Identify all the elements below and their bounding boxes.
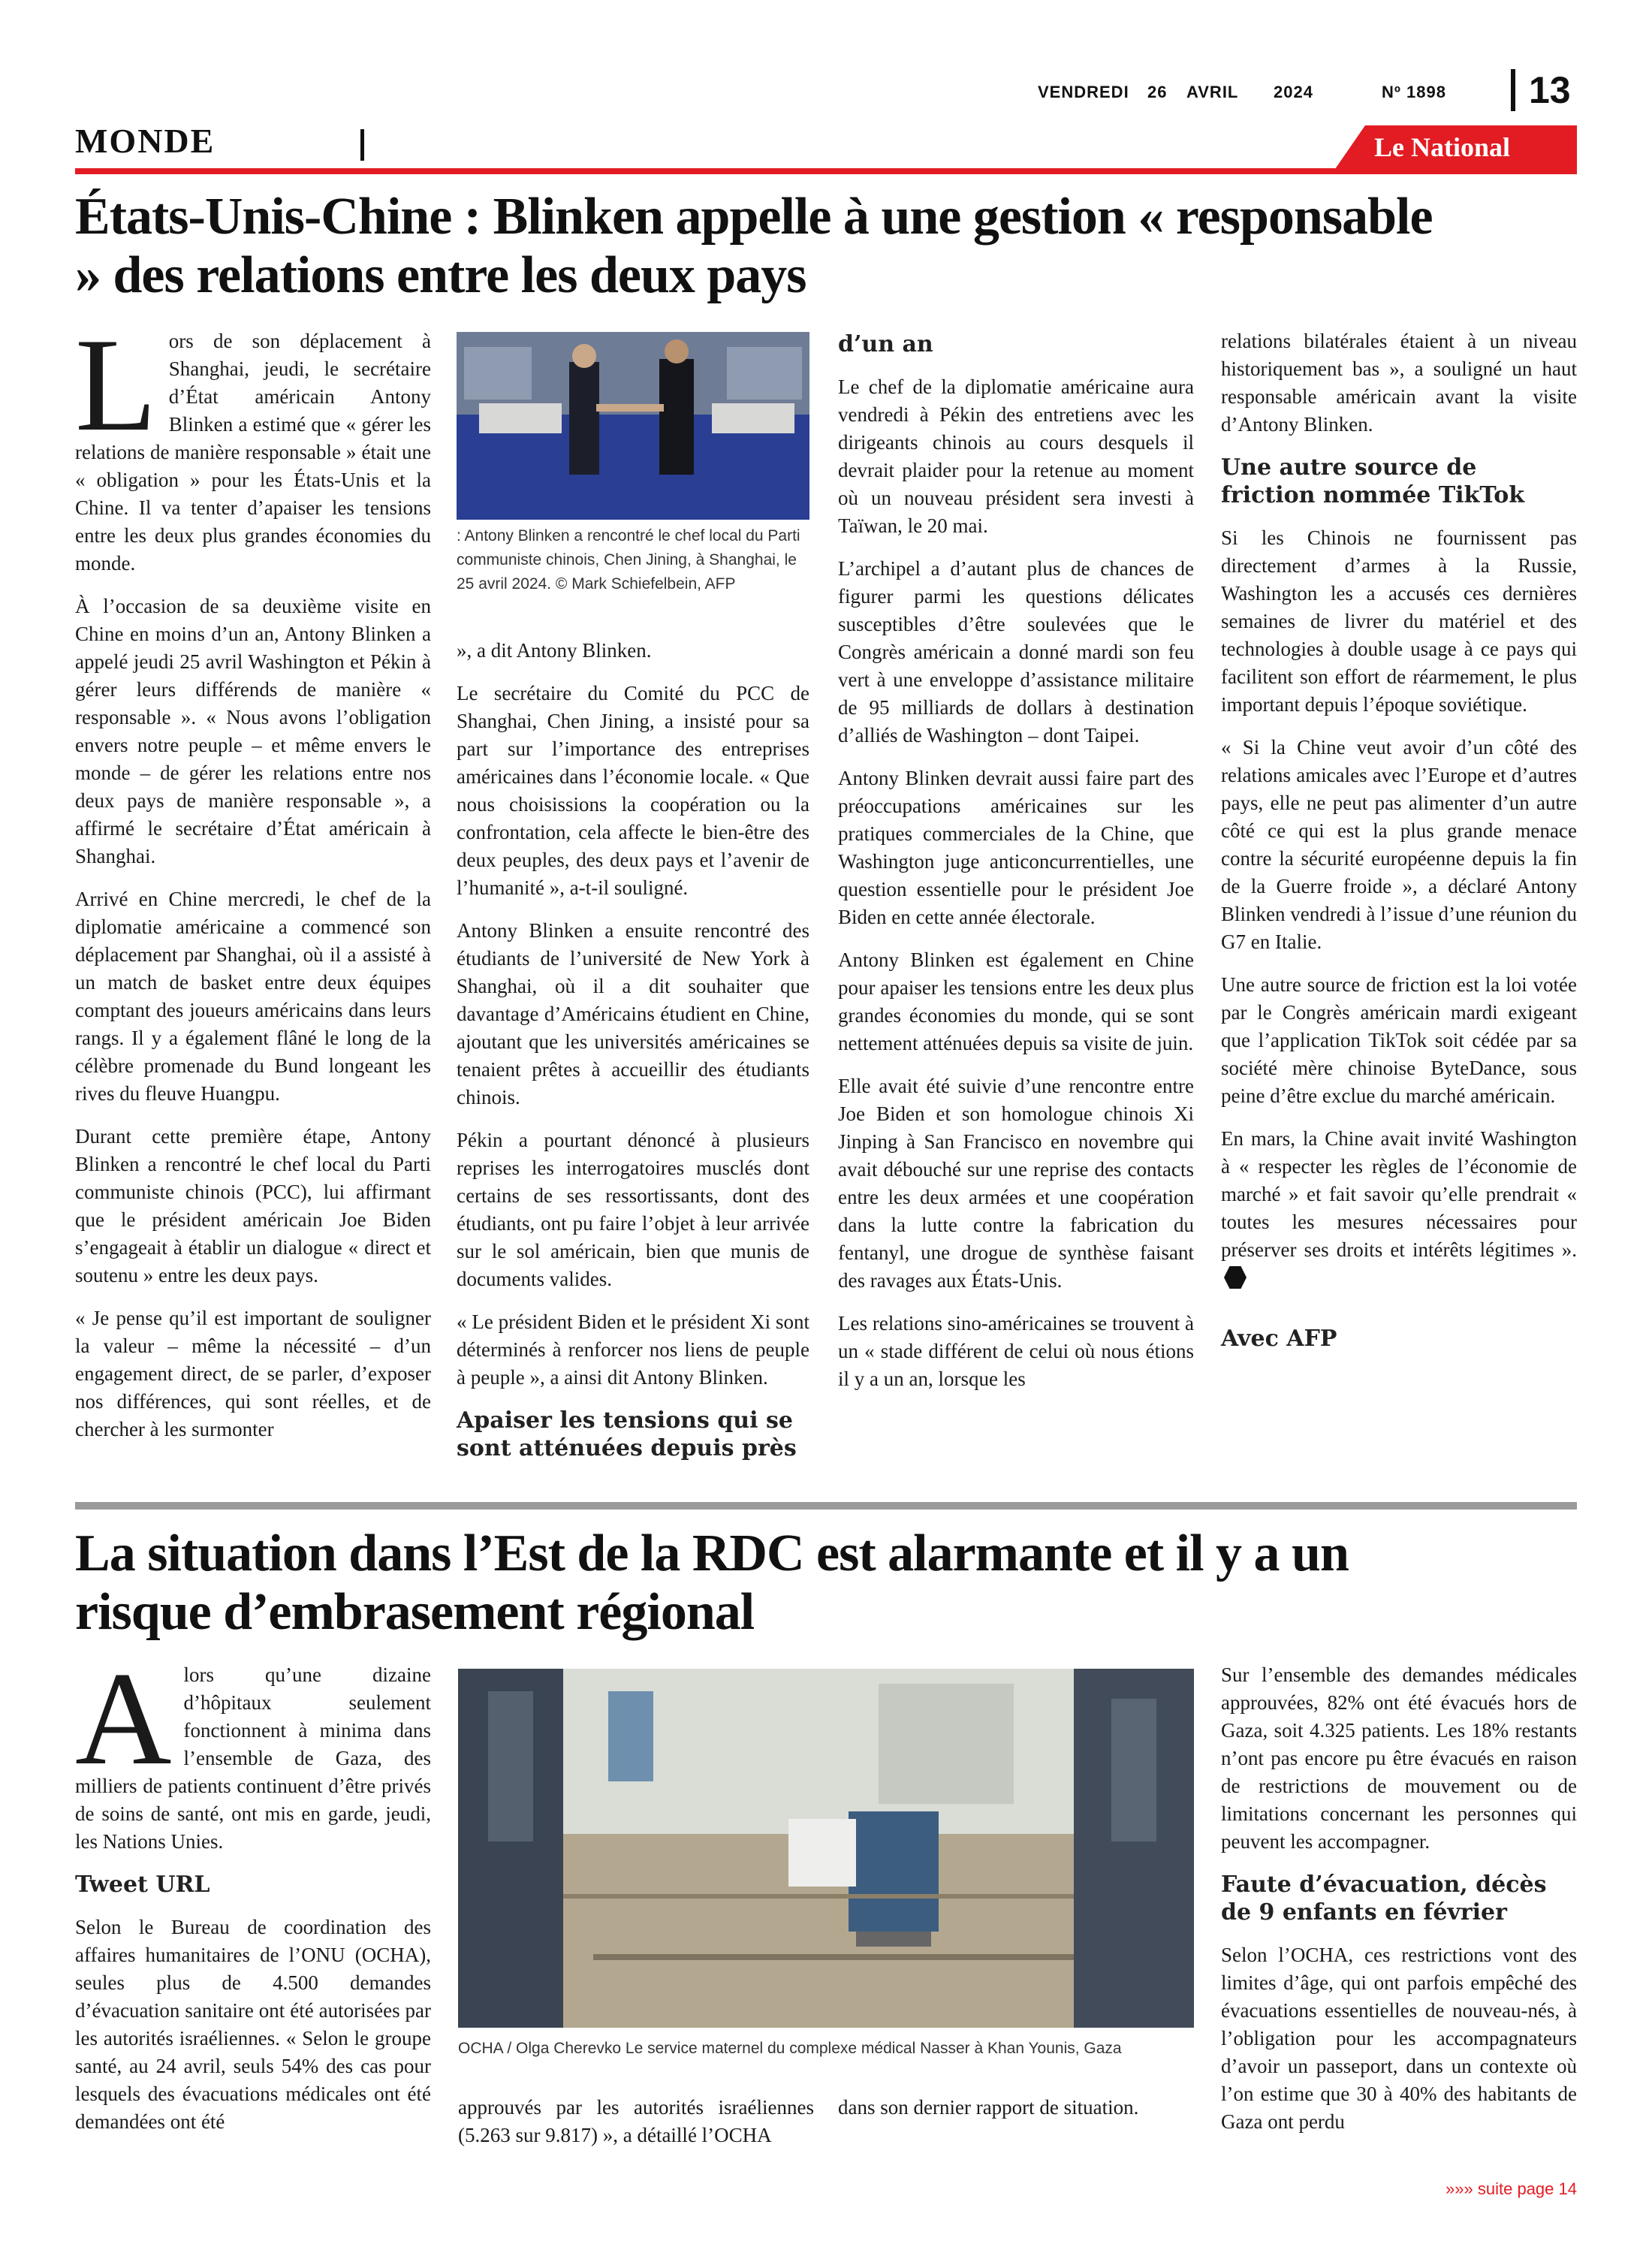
article1-dropcap: L [75, 310, 157, 459]
article1-photo [457, 332, 809, 520]
article2-headline-line2: risque d’embrasement régional [75, 1583, 755, 1641]
article2-column-1 [75, 1644, 431, 2151]
article2-headline-line1: La situation dans l’Est de la RDC est alarmante et il y a un [75, 1525, 1349, 1582]
page-number: 13 [1529, 69, 1571, 111]
issue-date-number: 26 [1147, 83, 1168, 101]
article2-paragraph: Sur l’ensemble des demandes médicales approuvées, 82% ont été évacués hors de Gaza, soit 4.325 patients. Les 18% restants n’ont pas encore pu être évacués en raison de restrictions de mouvement ou de limitations concernant les personnes qui peuvent les accompagner. [1221, 1663, 1577, 1853]
hospital-photo-illustration [458, 1669, 1194, 2028]
article2-dropcap: A [75, 1644, 172, 1793]
article1-column-4 [1221, 327, 1577, 1368]
article-separator [75, 1502, 1577, 1510]
article2-column-2 [458, 2094, 814, 2164]
article1-paragraph: Arrivé en Chine mercredi, le chef de la diplomatie américaine a commencé son déplacement par Shanghai, où il a assisté à un match de basket entre deux équipes comptant des joueurs américains dans leurs rangs. Il y a également flâné le long de la célèbre promenade du Bund longeant les rives du fleuve Huangpu. [75, 888, 431, 1105]
article1-paragraph: relations bilatérales étaient à un niveau historiquement bas », a souligné un haut responsable américain avant la visite d’Antony Blinken. [1221, 330, 1577, 436]
article2-paragraph: Selon le Bureau de coordination des affaires humanitaires de l’ONU (OCHA), seules plus de 4.500 demandes d’évacuation sanitaire ont été autorisées par les autorités israéliennes. « Selon le groupe santé, au 24 avril, seuls 54% des cas pour lesquels des évacuations médicales ont été demandées ont été [75, 1916, 431, 2133]
section-divider [360, 129, 364, 161]
article1-headline-line1: États-Unis-Chine : Blinken appelle à une gestion « responsable [75, 188, 1433, 246]
article2-paragraph: approuvés par les autorités israéliennes (5.263 sur 9.817) », a détaillé l’OCHA [458, 2096, 814, 2146]
article1-headline [75, 188, 1592, 305]
article2-subheading: Faute d’évacuation, décès de 9 enfants en février [1221, 1871, 1547, 1926]
issue-month: AVRIL [1186, 83, 1239, 101]
brand-name: Le National [1374, 132, 1511, 162]
article1-column-2 [457, 637, 809, 1477]
article1-subheading-continued: d’un an [838, 331, 933, 357]
article1-paragraph: L’archipel a d’autant plus de chances de figurer parmi les questions délicates susceptibles d’être soulevées que le Congrès américain a donné mardi son feu vert à une enveloppe d’assistance militaire de 95 milliards de dollars à destination d’alliés de Washington – dont Taipei. [838, 557, 1194, 746]
article1-photo-caption: : Antony Blinken a rencontré le chef local du Parti communiste chinois, Chen Jining, à Shanghai, le 25 avril 2024. © Mark Schiefelbein, AFP [457, 527, 800, 593]
article1-paragraph: Antony Blinken devrait aussi faire part des préoccupations américaines sur les pratiques commerciales de la Chine, que Washington juge anticoncurrentielles, une question essentielle pour le président Joe Biden en cette année électorale. [838, 767, 1194, 928]
article1-subheading: Une autre source de friction nommée TikTok [1221, 454, 1525, 508]
article1-paragraph: « Le président Biden et le président Xi sont déterminés à renforcer nos liens de peuple à peuple », a ainsi dit Antony Blinken. [457, 1310, 809, 1389]
article2-subheading: Tweet URL [75, 1871, 210, 1898]
article1-paragraph: Durant cette première étape, Antony Blinken a rencontré le chef local du Parti communiste chinois (PCC), lui affirmant que le président américain Joe Biden s’engageait à établir un dialogue « direct et soutenu » entre les deux pays. [75, 1125, 431, 1286]
article1-paragraph: Les relations sino-américaines se trouvent à un « stade différent de celui où nous étions il y a un an, lorsque les [838, 1312, 1194, 1390]
issue-number: Nº 1898 [1382, 83, 1446, 101]
header-rule [75, 168, 1577, 174]
issue-day: VENDREDI [1038, 83, 1129, 101]
article1-lead: ors de son déplacement à Shanghai, jeudi, le secrétaire d’État américain Antony Blinken a estimé que « gérer les relations de manière responsable » était une « obligation » pour les États-Unis et la Chine. Il va tenter d’apaiser les tensions entre les deux plus grandes économies du monde. [75, 330, 431, 575]
article2-column-3 [838, 2094, 1194, 2137]
header-divider [1511, 69, 1515, 111]
article1-paragraph: Antony Blinken a ensuite rencontré des étudiants de l’université de New York à Shanghai, où il a dit souhaiter que davantage d’Américains étudient en Chine, ajoutant que les universités américaines se tenaient prêtes à accueillir des étudiants chinois. [457, 919, 809, 1108]
article1-credit: Avec AFP [1221, 1326, 1337, 1352]
article1-column-3 [838, 330, 1194, 1408]
article1-paragraph: « Si la Chine veut avoir d’un côté des relations amicales avec l’Europe et d’autres pays, elle ne peut pas alimenter d’un autre côté ce qui est la plus grande menace contre la sécurité européenne depuis la fin de la Guerre froide », a déclaré Antony Blinken vendredi à l’issue d’une réunion du G7 en Italie. [1221, 736, 1577, 953]
article1-paragraph: Antony Blinken est également en Chine pour apaiser les tensions entre les deux plus grandes économies du monde, qui se sont nettement atténuées depuis sa visite de juin. [838, 949, 1194, 1054]
article2-photo [458, 1669, 1194, 2028]
section-title: MONDE [75, 122, 216, 160]
end-mark-icon [1224, 1266, 1247, 1289]
article2-photo-caption: OCHA / Olga Cherevko Le service maternel du complexe médical Nasser à Khan Younis, Gaza [458, 2040, 1122, 2057]
article2-headline [75, 1525, 1592, 1642]
article1-paragraph: En mars, la Chine avait invité Washington à « respecter les règles de l’économie de marché » et fait savoir qu’elle prendrait « toutes les mesures nécessaires pour préserver ses droits et intérêts légitimes ». [1221, 1127, 1577, 1261]
article1-paragraph: À l’occasion de sa deuxième visite en Chine en moins d’un an, Antony Blinken a appelé jeudi 25 avril Washington et Pékin à gérer leurs différends de manière « responsable ». « Nous avons l’obligation envers notre peuple – et même envers le monde – de gérer les relations entre nos deux pays de manière responsable », a affirmé le secrétaire d’État américain à Shanghai. [75, 595, 431, 867]
article1-paragraph: Si les Chinois ne fournissent pas directement d’armes à la Russie, Washington les a accusés ces dernières semaines de livrer du matériel et des technologies à double usage à ce pays qui facilitent son effort de réarmement, le plus important depuis l’époque soviétique. [1221, 526, 1577, 716]
article1-subheading: Apaiser les tensions qui se sont atténuées depuis près [457, 1407, 797, 1461]
issue-year: 2024 [1274, 83, 1313, 101]
article1-column-1 [75, 310, 431, 1458]
article2-lead: lors qu’une dizaine d’hôpitaux seulement fonctionnent à minima dans l’ensemble de Gaza, des milliers de patients continuent d’être privés de soins de santé, ont mis en garde, jeudi, les Nations Unies. [75, 1663, 431, 1853]
article1-paragraph: « Je pense qu’il est important de souligner la valeur – même la nécessité – d’un engagement direct, de se parler, d’exposer nos différences, qui sont réelles, et de chercher à les surmonter [75, 1307, 431, 1440]
article2-paragraph: dans son dernier rapport de situation. [838, 2096, 1139, 2119]
article2-column-4 [1221, 1661, 1577, 2151]
article1-paragraph: Le chef de la diplomatie américaine aura vendredi à Pékin des entretiens avec les dirigeants chinois au cours desquels il devrait plaider pour la retenue au moment où un nouveau président sera investi à Taïwan, le 20 mai. [838, 376, 1194, 537]
handshake-photo-illustration [457, 332, 809, 520]
article1-paragraph: », a dit Antony Blinken. [457, 639, 652, 662]
article1-paragraph: Elle avait été suivie d’une rencontre entre Joe Biden et son homologue chinois Xi Jinping à San Francisco en novembre qui avait débouché sur une reprise des contacts entre les deux armées et une coopération dans la lutte contre la fabrication du fentanyl, une drogue de synthèse faisant des ravages aux États-Unis. [838, 1075, 1194, 1292]
article1-paragraph: Pékin a pourtant dénoncé à plusieurs reprises les interrogatoires musclés dont certains de ses ressortissants, dont des étudiants, ont pu faire l’objet à leur arrivée sur le sol américain, bien que munis de documents valides. [457, 1129, 809, 1290]
article1-paragraph: Une autre source de friction est la loi votée par le Congrès américain mardi exigeant que l’application TikTok soit cédée par sa société mère chinoise ByteDance, sous peine d’être exclue du marché américain. [1221, 973, 1577, 1107]
article1-paragraph: Le secrétaire du Comité du PCC de Shanghai, Chen Jining, a insisté pour sa part sur l’importance des entreprises américaines dans l’économie locale. « Que nous choisissions la coopération ou la confrontation, cela affecte le bien-être des deux peuples, des deux pays et l’avenir de l’humanité », a-t-il souligné. [457, 682, 809, 899]
article2-paragraph: Selon l’OCHA, ces restrictions vont des limites d’âge, qui ont parfois empêché des évacuations essentielles de nouveau-nés, à l’obligation pour les accompagnateurs d’avoir un passeport, dans un contexte où l’on estime que 30 à 40% des habitants de Gaza ont perdu [1221, 1944, 1577, 2133]
continued-link[interactable]: »»» suite page 14 [1446, 2179, 1577, 2198]
article1-headline-line2: » des relations entre les deux pays [75, 246, 806, 304]
